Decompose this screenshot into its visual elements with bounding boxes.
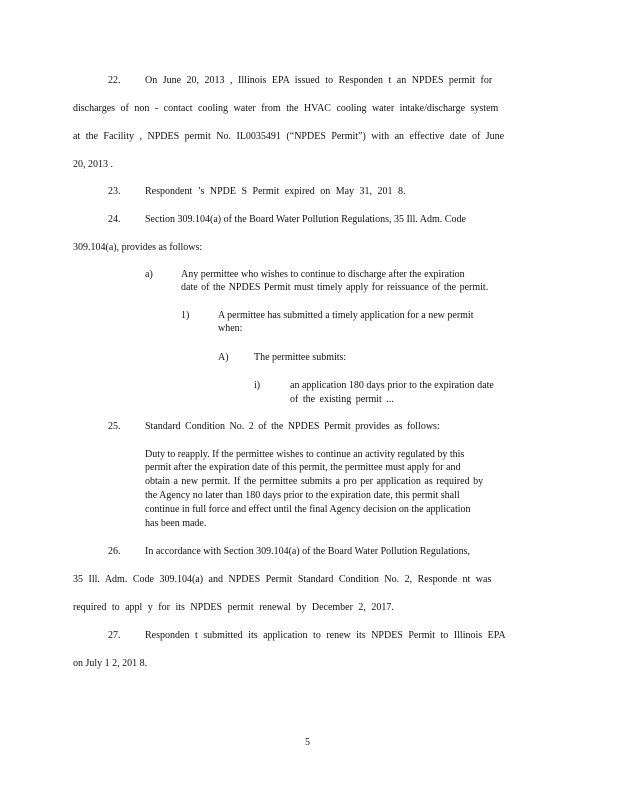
paragraph-line: required to appl y for its NPDES permit renewal by December 2, 2017.: [73, 602, 394, 613]
paragraph-line: discharges of non - contact cooling water from the HVAC cooling water intake/discharge system: [73, 103, 499, 114]
quote-line: of the existing permit ...: [290, 394, 394, 405]
paragraph-line: 35 Ill. Adm. Code 309.104(a) and NPDES Permit Standard Condition No. 2, Responde nt was: [73, 574, 492, 585]
list-label: A): [218, 352, 229, 363]
paragraph-line: On June 20, 2013 , Illinois EPA issued to Responden t an NPDES permit for: [145, 75, 493, 86]
quote-line: when:: [218, 323, 243, 334]
quote-line: Any permittee who wishes to continue to discharge after the expiration: [181, 269, 465, 280]
quote-line: continue in full force and effect until the final Agency decision on the application: [145, 504, 471, 515]
quote-line: an application 180 days prior to the expiration date: [290, 380, 494, 391]
paragraph-number: 26.: [108, 546, 121, 557]
paragraph-line: 309.104(a), provides as follows:: [73, 242, 203, 253]
list-label: 1): [181, 310, 190, 321]
paragraph-line: at the Facility , NPDES permit No. IL0035491 (“NPDES Permit”) with an effective date of June: [73, 131, 505, 142]
quote-line: A permittee has submitted a timely application for a new permit: [218, 310, 474, 321]
paragraph-line: Respondent ’s NPDE S Permit expired on May 31, 201 8.: [145, 186, 406, 197]
quote-line: The permittee submits:: [254, 352, 347, 363]
page-number: 5: [305, 737, 310, 748]
quote-line: Duty to reapply. If the permittee wishes to continue an activity regulated by this: [145, 449, 465, 460]
paragraph-line: on July 1 2, 201 8.: [73, 658, 148, 669]
list-label: i): [254, 380, 261, 391]
quote-line: has been made.: [145, 518, 207, 529]
paragraph-line: Section 309.104(a) of the Board Water Pollution Regulations, 35 Ill. Adm. Code: [145, 214, 466, 225]
list-label: a): [145, 269, 153, 280]
paragraph-number: 23.: [108, 186, 121, 197]
paragraph-line: 20, 2013 .: [73, 159, 113, 170]
quote-line: date of the NPDES Permit must timely apply for reissuance of the permit.: [181, 282, 489, 293]
quote-line: obtain a new permit. If the permittee submits a pro per application as required by: [145, 476, 484, 487]
paragraph-number: 24.: [108, 214, 121, 225]
quote-line: the Agency no later than 180 days prior to the expiration date, this permit shall: [145, 490, 460, 501]
paragraph-number: 25.: [108, 421, 121, 432]
paragraph-number: 22.: [108, 75, 121, 86]
paragraph-number: 27.: [108, 630, 121, 641]
quote-line: permit after the expiration date of this permit, the permittee must apply for and: [145, 462, 461, 473]
paragraph-line: In accordance with Section 309.104(a) of the Board Water Pollution Regulations,: [145, 546, 471, 557]
paragraph-line: Responden t submitted its application to renew its NPDES Permit to Illinois EPA: [145, 630, 506, 641]
paragraph-line: Standard Condition No. 2 of the NPDES Permit provides as follows:: [145, 421, 440, 432]
